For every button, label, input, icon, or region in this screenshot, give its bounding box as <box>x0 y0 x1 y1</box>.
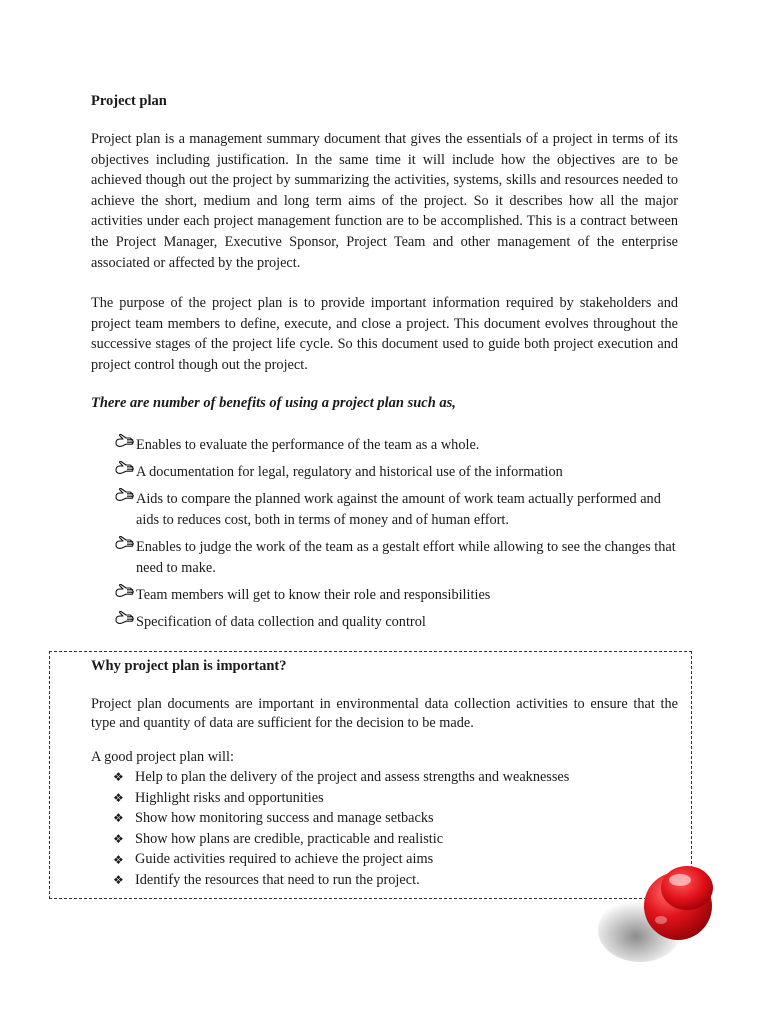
list-item-text: Aids to compare the planned work against the amount of work team actually performed and aids to reduces cost, both in terms of money and of human effort. <box>136 491 661 528</box>
diamond-bullet-icon: ❖ <box>113 770 124 785</box>
pointing-hand-icon <box>114 536 136 554</box>
list-item-text: Show how monitoring success and manage setbacks <box>135 810 434 827</box>
pointing-hand-icon <box>114 488 136 506</box>
list-item <box>113 829 673 850</box>
list-item <box>114 435 679 456</box>
box-intro: A good project plan will: <box>91 749 234 765</box>
list-item-text: Show how plans are credible, practicable and realistic <box>135 830 444 847</box>
list-item <box>114 585 679 606</box>
pointing-hand-icon <box>114 461 136 479</box>
list-item-text: Guide activities required to achieve the project aims <box>135 851 434 868</box>
diamond-bullet-icon: ❖ <box>113 852 124 867</box>
list-item-text: Identify the resources that need to run the project. <box>135 871 420 888</box>
list-item-text: Highlight risks and opportunities <box>135 789 324 806</box>
list-item <box>113 808 673 829</box>
paragraph-intro: Project plan is a management summary document that gives the essentials of a project in terms of its objectives including justification. In the same time it will include how the objectives are to be achieved though out the project by summarizing the activities, systems, skills and resources needed to achieve the short, medium and long term aims of the project. So it describes how all the major activities under each project management function are to be accomplished. This is a contract between the Project Manager, Executive Sponsor, Project Team and other management of the enterprise associated or affected by the project. <box>91 131 678 271</box>
pointing-hand-icon <box>114 611 136 629</box>
list-item <box>114 489 679 531</box>
diamond-bullet-icon: ❖ <box>113 790 124 805</box>
list-item-text: Enables to judge the work of the team as a gestalt effort while allowing to see the changes that need to make. <box>136 539 676 576</box>
list-item <box>113 788 673 809</box>
box-paragraph: Project plan documents are important in environmental data collection activities to ensure that the type and quantity of data are sufficient for the decision to be made. <box>91 696 678 731</box>
list-item <box>114 612 679 633</box>
list-item-text: Help to plan the delivery of the project and assess strengths and weaknesses <box>135 769 570 785</box>
list-item-text: Specification of data collection and quality control <box>136 614 426 630</box>
list-item-text: Enables to evaluate the performance of the team as a whole. <box>136 437 480 453</box>
diamond-bullet-icon: ❖ <box>113 832 124 847</box>
pointing-hand-icon <box>114 434 136 452</box>
good-plan-list <box>113 767 673 891</box>
page-title: Project plan <box>91 93 167 109</box>
list-item-text: Team members will get to know their role and responsibilities <box>136 587 491 603</box>
list-item-text: A documentation for legal, regulatory and historical use of the information <box>136 464 563 480</box>
list-item <box>113 767 673 788</box>
list-item <box>114 537 679 579</box>
list-item <box>113 849 673 870</box>
pushpin-icon <box>598 858 728 968</box>
diamond-bullet-icon: ❖ <box>113 873 124 888</box>
list-item <box>114 462 679 483</box>
important-box <box>49 651 692 899</box>
paragraph-purpose: The purpose of the project plan is to provide important information required by stakeholders and project team members to define, execute, and close a project. This document evolves throughout the successive stages of the project life cycle. So this document used to guide both project execution and project control though out the project. <box>91 295 678 373</box>
list-item <box>113 870 673 891</box>
pointing-hand-icon <box>114 584 136 602</box>
box-title: Why project plan is important? <box>91 658 287 674</box>
benefits-list <box>114 435 679 639</box>
diamond-bullet-icon: ❖ <box>113 811 124 826</box>
benefits-heading: There are number of benefits of using a project plan such as, <box>91 395 456 411</box>
